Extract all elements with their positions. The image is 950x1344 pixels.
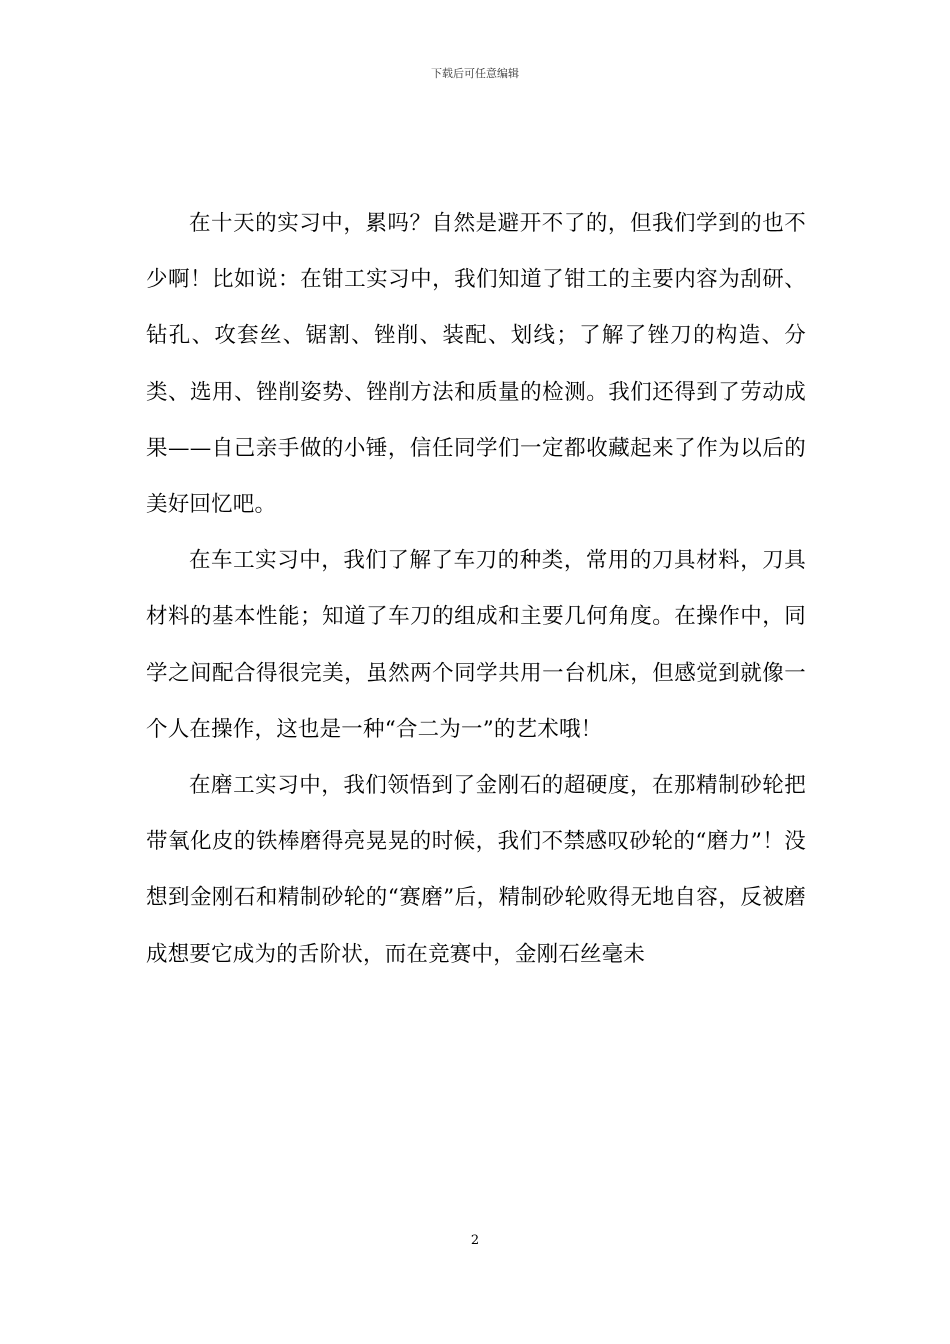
page-header: 下载后可任意编辑 <box>431 67 519 80</box>
page-number: 2 <box>470 1233 480 1248</box>
paragraph-fitter-practice: 在十天的实习中，累吗？自然是避开不了的，但我们学到的也不少啊！比如说：在钳工实习中，我们知道了钳工的主要内容为刮研、钻孔、攻套丝、锯割、锉削、装配、划线；了解了锉刀的构造、分类、选用、锉削姿势、锉削方法和质量的检测。我们还得到了劳动成果——自己亲手做的小锤，信任同学们一定都收藏起来了作为以后的美好回忆吧。 <box>146 211 806 518</box>
document-body <box>146 196 806 983</box>
paragraph-lathe-practice: 在车工实习中，我们了解了车刀的种类，常用的刀具材料，刀具材料的基本性能；知道了车刀的组成和主要几何角度。在操作中，同学之间配合得很完美，虽然两个同学共用一台机床，但感觉到就像一个人在操作，这也是一种“合二为一”的艺术哦！ <box>146 548 806 742</box>
paragraph-grinding-practice: 在磨工实习中，我们领悟到了金刚石的超硬度，在那精制砂轮把带氧化皮的铁棒磨得亮晃晃的时候，我们不禁感叹砂轮的“磨力”！没想到金刚石和精制砂轮的“赛磨”后，精制砂轮败得无地自容，反被磨成想要它成为的舌阶状，而在竞赛中，金刚石丝毫未 <box>146 773 806 967</box>
